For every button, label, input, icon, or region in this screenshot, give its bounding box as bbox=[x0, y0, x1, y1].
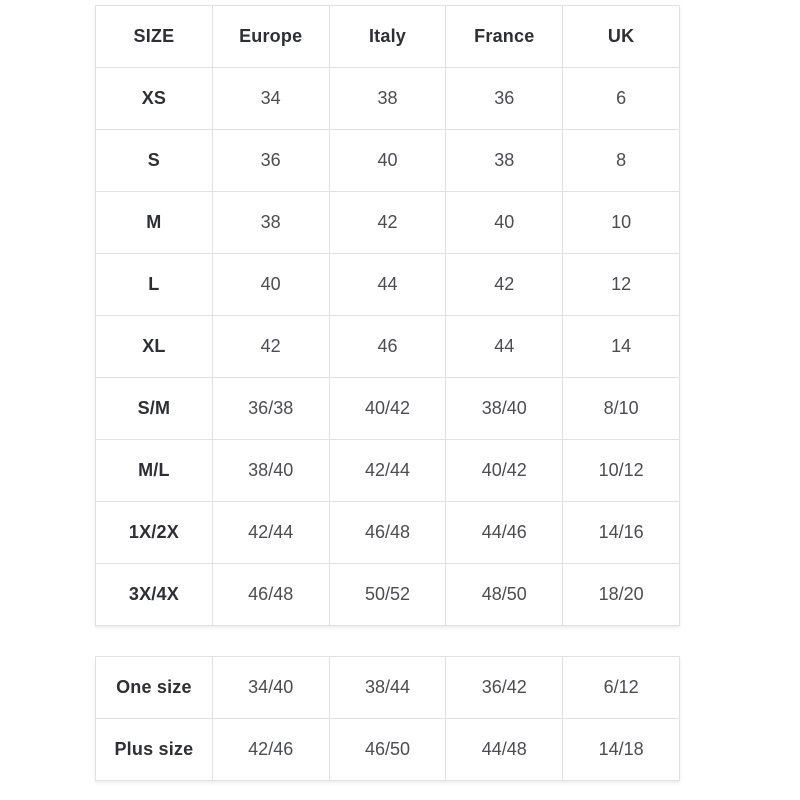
table-row bbox=[96, 378, 680, 440]
size-value-cell: 34/40 bbox=[212, 657, 329, 719]
size-value-cell: 42/44 bbox=[329, 440, 446, 502]
size-value-cell: 12 bbox=[563, 254, 680, 316]
table-row bbox=[96, 564, 680, 626]
size-value-cell: 38/44 bbox=[329, 657, 446, 719]
region-column-header: Europe bbox=[212, 6, 329, 68]
row-label: L bbox=[96, 254, 213, 316]
size-value-cell: 44 bbox=[329, 254, 446, 316]
size-value-cell: 8/10 bbox=[563, 378, 680, 440]
size-value-cell: 40/42 bbox=[329, 378, 446, 440]
size-value-cell: 40 bbox=[212, 254, 329, 316]
row-label: M bbox=[96, 192, 213, 254]
row-label: S bbox=[96, 130, 213, 192]
size-value-cell: 48/50 bbox=[446, 564, 563, 626]
size-value-cell: 14/16 bbox=[563, 502, 680, 564]
size-value-cell: 42/44 bbox=[212, 502, 329, 564]
size-value-cell: 18/20 bbox=[563, 564, 680, 626]
size-value-cell: 36/38 bbox=[212, 378, 329, 440]
size-value-cell: 42 bbox=[212, 316, 329, 378]
size-value-cell: 42 bbox=[329, 192, 446, 254]
size-value-cell: 44 bbox=[446, 316, 563, 378]
size-value-cell: 34 bbox=[212, 68, 329, 130]
special-sizes-table bbox=[95, 656, 680, 781]
row-label: XS bbox=[96, 68, 213, 130]
size-value-cell: 38 bbox=[212, 192, 329, 254]
table-row bbox=[96, 130, 680, 192]
size-value-cell: 10/12 bbox=[563, 440, 680, 502]
region-column-header: UK bbox=[563, 6, 680, 68]
size-value-cell: 38 bbox=[329, 68, 446, 130]
table-row bbox=[96, 68, 680, 130]
region-column-header: Italy bbox=[329, 6, 446, 68]
size-value-cell: 44/48 bbox=[446, 719, 563, 781]
size-value-cell: 40 bbox=[329, 130, 446, 192]
size-value-cell: 38 bbox=[446, 130, 563, 192]
header-row bbox=[96, 6, 680, 68]
size-value-cell: 40/42 bbox=[446, 440, 563, 502]
row-label: 1X/2X bbox=[96, 502, 213, 564]
table-row bbox=[96, 192, 680, 254]
table-row bbox=[96, 316, 680, 378]
table-row bbox=[96, 254, 680, 316]
row-label: One size bbox=[96, 657, 213, 719]
size-value-cell: 38/40 bbox=[446, 378, 563, 440]
size-value-cell: 36 bbox=[212, 130, 329, 192]
size-column-header: SIZE bbox=[96, 6, 213, 68]
size-value-cell: 42/46 bbox=[212, 719, 329, 781]
size-value-cell: 14/18 bbox=[563, 719, 680, 781]
size-value-cell: 10 bbox=[563, 192, 680, 254]
row-label: Plus size bbox=[96, 719, 213, 781]
size-value-cell: 36/42 bbox=[446, 657, 563, 719]
row-label: 3X/4X bbox=[96, 564, 213, 626]
size-value-cell: 44/46 bbox=[446, 502, 563, 564]
size-value-cell: 6/12 bbox=[563, 657, 680, 719]
size-value-cell: 8 bbox=[563, 130, 680, 192]
size-value-cell: 46/48 bbox=[212, 564, 329, 626]
size-value-cell: 38/40 bbox=[212, 440, 329, 502]
table-row bbox=[96, 502, 680, 564]
table-row bbox=[96, 440, 680, 502]
table-row bbox=[96, 719, 680, 781]
region-column-header: France bbox=[446, 6, 563, 68]
size-value-cell: 6 bbox=[563, 68, 680, 130]
row-label: M/L bbox=[96, 440, 213, 502]
size-value-cell: 46/48 bbox=[329, 502, 446, 564]
size-value-cell: 14 bbox=[563, 316, 680, 378]
size-conversion-table bbox=[95, 5, 680, 626]
size-value-cell: 46 bbox=[329, 316, 446, 378]
size-value-cell: 46/50 bbox=[329, 719, 446, 781]
size-value-cell: 42 bbox=[446, 254, 563, 316]
table-row bbox=[96, 657, 680, 719]
size-value-cell: 36 bbox=[446, 68, 563, 130]
size-value-cell: 50/52 bbox=[329, 564, 446, 626]
row-label: S/M bbox=[96, 378, 213, 440]
row-label: XL bbox=[96, 316, 213, 378]
size-value-cell: 40 bbox=[446, 192, 563, 254]
